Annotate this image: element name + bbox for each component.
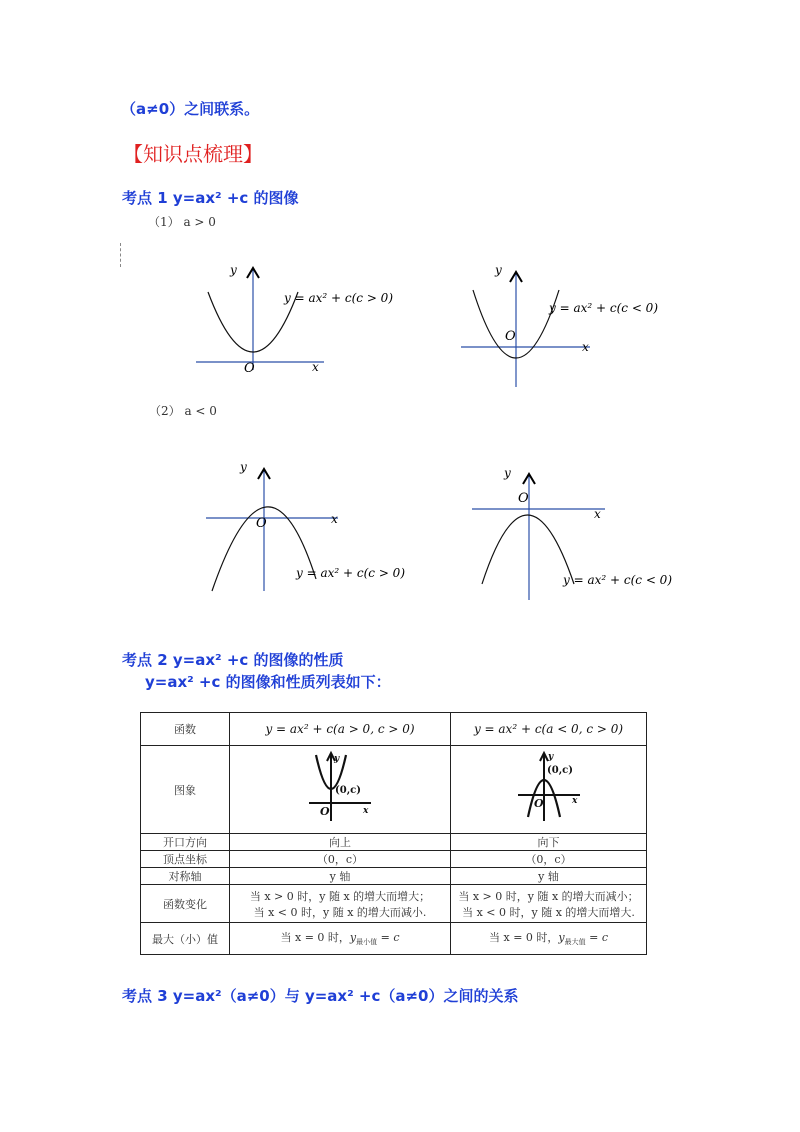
x-axis-label: x — [571, 796, 577, 806]
point3-title: 考点 3 y=ax²（a≠0）与 y=ax² +c（a≠0）之间的关系 — [122, 987, 519, 1005]
properties-table — [140, 712, 647, 955]
graph-down-c-negative — [470, 460, 680, 600]
intro-line: （a≠0）之间联系。 — [121, 100, 260, 118]
cell-right: （0，c） — [451, 851, 647, 868]
section-title: 【知识点梳理】 — [123, 142, 263, 166]
cell-line: 当 x > 0 时，y 随 x 的增大而减小； — [458, 889, 639, 903]
cell-right-graph — [451, 746, 647, 834]
y-axis-label: y — [547, 752, 553, 762]
cell-right — [451, 923, 647, 955]
graph-label: y = ax² + c(c < 0) — [563, 573, 673, 587]
cell-left: y = ax² + c(a > 0, c > 0) — [230, 713, 451, 746]
table-row-axis — [141, 868, 647, 885]
x-axis-label: x — [363, 806, 369, 816]
point1-title: 考点 1 y=ax² +c 的图像 — [122, 189, 299, 207]
table-row-monotonic — [141, 885, 647, 923]
cell-left — [230, 885, 451, 923]
cell-left: （0，c） — [230, 851, 451, 868]
origin-label: O — [518, 491, 529, 506]
cell-line: 当 x > 0 时，y 随 x 的增大而增大； — [249, 889, 431, 903]
graph-label: y = ax² + c(c > 0) — [284, 291, 394, 305]
point2-subtitle: y=ax² +c 的图像和性质列表如下： — [145, 673, 391, 691]
table-row-graph — [141, 746, 647, 834]
table-row-opening — [141, 834, 647, 851]
row-label: 最大（小）值 — [141, 923, 230, 955]
table-row-vertex — [141, 851, 647, 868]
x-axis-label: x — [594, 507, 601, 521]
cell-right: y 轴 — [451, 868, 647, 885]
point2-title: 考点 2 y=ax² +c 的图像的性质 — [122, 651, 344, 669]
mini-graph-down — [514, 749, 584, 827]
row-label: 顶点坐标 — [141, 851, 230, 868]
parabola-curve — [482, 515, 574, 584]
case-a-positive: （1） a > 0 — [148, 215, 216, 229]
mini-graph-up — [305, 749, 375, 827]
graph-up-c-positive — [190, 258, 400, 378]
x-axis-label: x — [582, 340, 589, 354]
point-label: (0,c) — [335, 785, 361, 796]
y-axis-label: y — [240, 460, 247, 474]
case-a-negative: （2） a < 0 — [149, 404, 217, 418]
table-row-extremum — [141, 923, 647, 955]
x-axis-label: x — [331, 512, 338, 526]
cell-line: 当 x < 0 时，y 随 x 的增大而增大. — [462, 905, 635, 919]
cell-left: 向上 — [230, 834, 451, 851]
graph-label: y = ax² + c(c > 0) — [296, 566, 406, 580]
row-label: 开口方向 — [141, 834, 230, 851]
cell-var: y — [349, 931, 357, 945]
graph-down-c-positive — [198, 455, 408, 595]
origin-label: O — [505, 329, 516, 344]
y-axis-label: y — [230, 263, 237, 277]
cell-right: y = ax² + c(a < 0, c > 0) — [451, 713, 647, 746]
table-row-function — [141, 713, 647, 746]
cell-right: 向下 — [451, 834, 647, 851]
cell-text: 当 x = 0 时， — [489, 931, 559, 945]
graph-up-c-negative — [455, 258, 670, 393]
cell-left-graph — [230, 746, 451, 834]
cell-left: y 轴 — [230, 868, 451, 885]
origin-label: O — [320, 805, 330, 818]
point-label: (0,c) — [546, 765, 573, 776]
cell-sub: 最小值 — [356, 938, 378, 947]
row-label: 函数 — [141, 713, 230, 746]
origin-label: O — [256, 516, 267, 531]
graph-label: y = ax² + c(c < 0) — [549, 301, 659, 315]
cell-line: 当 x < 0 时，y 随 x 的增大而减小. — [253, 905, 427, 919]
cell-text: = c — [585, 931, 608, 945]
row-label: 函数变化 — [141, 885, 230, 923]
margin-marker — [120, 243, 122, 267]
cell-right — [451, 885, 647, 923]
cell-text: 当 x = 0 时， — [280, 931, 350, 945]
row-label: 对称轴 — [141, 868, 230, 885]
origin-label: O — [244, 361, 255, 376]
cell-sub: 最大值 — [564, 938, 586, 947]
y-axis-label: y — [334, 754, 340, 764]
cell-left — [230, 923, 451, 955]
origin-label: O — [533, 797, 544, 810]
y-axis-label: y — [504, 466, 511, 480]
cell-var: y — [558, 931, 565, 945]
x-axis-label: x — [312, 360, 319, 374]
cell-text: = c — [377, 931, 400, 945]
row-label: 图象 — [141, 746, 230, 834]
y-axis-label: y — [495, 263, 502, 277]
